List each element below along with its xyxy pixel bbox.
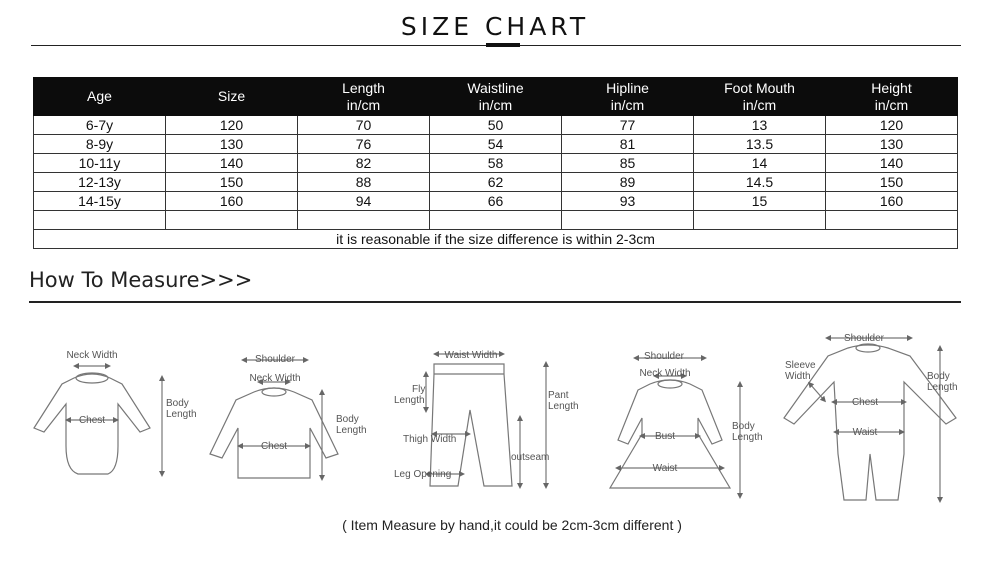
column-header xyxy=(430,78,562,116)
table-cell: 140 xyxy=(166,154,298,173)
table-cell xyxy=(298,211,430,230)
pants-pant-label: Pant xyxy=(548,390,569,401)
column-header-unit: in/cm xyxy=(742,96,777,113)
top-body-label: Body xyxy=(336,414,359,425)
column-header-unit: in/cm xyxy=(346,96,381,113)
column-header-label: Waistline xyxy=(467,79,524,96)
table-cell xyxy=(562,211,694,230)
pants-outseam-label: outseam xyxy=(511,452,550,463)
table-row xyxy=(34,211,958,230)
table-cell: 93 xyxy=(562,192,694,211)
bodysuit-body-label: Body xyxy=(166,398,189,409)
pants-fly-label: Fly xyxy=(412,384,426,395)
table-cell: 66 xyxy=(430,192,562,211)
size-chart-table xyxy=(33,77,958,249)
bodysuit-chest-label: Chest xyxy=(78,415,106,426)
column-header-label: Foot Mouth xyxy=(724,79,795,96)
table-note-row xyxy=(34,230,958,249)
romper-sleeve-width-label: Width xyxy=(785,371,811,382)
table-header-row xyxy=(34,78,958,116)
column-header xyxy=(298,78,430,116)
how-to-measure-divider xyxy=(29,301,961,303)
table-row xyxy=(34,173,958,192)
pants-fly-length-label: Length xyxy=(394,395,425,406)
column-header xyxy=(694,78,826,116)
romper-chest-label: Chest xyxy=(851,397,879,408)
table-row xyxy=(34,154,958,173)
table-cell xyxy=(166,211,298,230)
top-length-label: Length xyxy=(336,425,367,436)
table-cell: 58 xyxy=(430,154,562,173)
table-cell: 62 xyxy=(430,173,562,192)
table-cell: 70 xyxy=(298,116,430,135)
table-cell: 6-7y xyxy=(34,116,166,135)
column-header-unit: in/cm xyxy=(610,96,645,113)
pants-diagram xyxy=(426,354,546,486)
table-row xyxy=(34,116,958,135)
table-cell: 14.5 xyxy=(694,173,826,192)
table-cell xyxy=(430,211,562,230)
table-cell: 13 xyxy=(694,116,826,135)
table-cell: 12-13y xyxy=(34,173,166,192)
column-header-label: Age xyxy=(87,88,112,104)
top-chest-label: Chest xyxy=(260,441,288,452)
bodysuit-length-label: Length xyxy=(166,409,197,420)
pants-leg-opening-label: Leg Opening xyxy=(394,469,452,480)
table-row xyxy=(34,135,958,154)
measurement-illustrations xyxy=(22,318,972,508)
table-cell: 120 xyxy=(826,116,958,135)
pants-waist-width-label: Waist Width xyxy=(444,350,498,361)
dress-neck-width-label: Neck Width xyxy=(639,368,691,379)
table-cell xyxy=(826,211,958,230)
table-cell: 82 xyxy=(298,154,430,173)
table-cell: 160 xyxy=(826,192,958,211)
table-cell xyxy=(34,211,166,230)
table-cell: 94 xyxy=(298,192,430,211)
column-header-label: Height xyxy=(871,79,912,96)
column-header xyxy=(826,78,958,116)
table-cell: 8-9y xyxy=(34,135,166,154)
table-cell: 15 xyxy=(694,192,826,211)
dress-bust-label: Bust xyxy=(654,431,676,442)
table-cell: 13.5 xyxy=(694,135,826,154)
column-header xyxy=(166,78,298,116)
page-title: SIZE CHART xyxy=(400,12,590,41)
table-cell: 14-15y xyxy=(34,192,166,211)
romper-shoulder-label: Shoulder xyxy=(843,333,885,344)
column-header xyxy=(562,78,694,116)
title-accent-bar xyxy=(486,43,520,47)
garment-diagrams xyxy=(22,318,972,508)
table-cell: 130 xyxy=(826,135,958,154)
romper-body-label: Body xyxy=(927,371,950,382)
table-cell: 160 xyxy=(166,192,298,211)
dress-shoulder-label: Shoulder xyxy=(643,351,685,362)
table-cell: 89 xyxy=(562,173,694,192)
table-cell: 77 xyxy=(562,116,694,135)
column-header-label: Hipline xyxy=(606,79,649,96)
table-cell: 120 xyxy=(166,116,298,135)
table-cell: 88 xyxy=(298,173,430,192)
table-cell: 50 xyxy=(430,116,562,135)
table-cell: 81 xyxy=(562,135,694,154)
column-header-label: Length xyxy=(342,79,385,96)
size-tolerance-note: it is reasonable if the size difference is within 2-3cm xyxy=(34,230,958,249)
measurement-footnote: ( Item Measure by hand,it could be 2cm-3cm different ) xyxy=(342,517,682,533)
pants-thigh-width-label: Thigh Width xyxy=(403,434,457,445)
bodysuit-neck-width-label: Neck Width xyxy=(66,350,118,361)
table-cell: 150 xyxy=(826,173,958,192)
table-cell: 85 xyxy=(562,154,694,173)
top-neck-width-label: Neck Width xyxy=(249,373,301,384)
column-header-unit: in/cm xyxy=(874,96,909,113)
table-cell: 14 xyxy=(694,154,826,173)
column-header-label: Size xyxy=(217,88,246,104)
table-cell: 150 xyxy=(166,173,298,192)
romper-sleeve-label: Sleeve xyxy=(785,360,816,371)
how-to-measure-heading: How To Measure>>> xyxy=(29,268,253,292)
dress-length-label: Length xyxy=(732,432,763,443)
table-cell: 130 xyxy=(166,135,298,154)
top-shoulder-label: Shoulder xyxy=(254,354,296,365)
romper-waist-label: Waist xyxy=(852,427,878,438)
pants-pant-length-label: Length xyxy=(548,401,579,412)
column-header xyxy=(34,78,166,116)
romper-length-label: Length xyxy=(927,382,958,393)
table-cell: 54 xyxy=(430,135,562,154)
table-cell: 140 xyxy=(826,154,958,173)
table-cell: 10-11y xyxy=(34,154,166,173)
table-row xyxy=(34,192,958,211)
table-cell: 76 xyxy=(298,135,430,154)
dress-waist-label: Waist xyxy=(652,463,678,474)
dress-body-label: Body xyxy=(732,421,755,432)
table-cell xyxy=(694,211,826,230)
column-header-unit: in/cm xyxy=(478,96,513,113)
